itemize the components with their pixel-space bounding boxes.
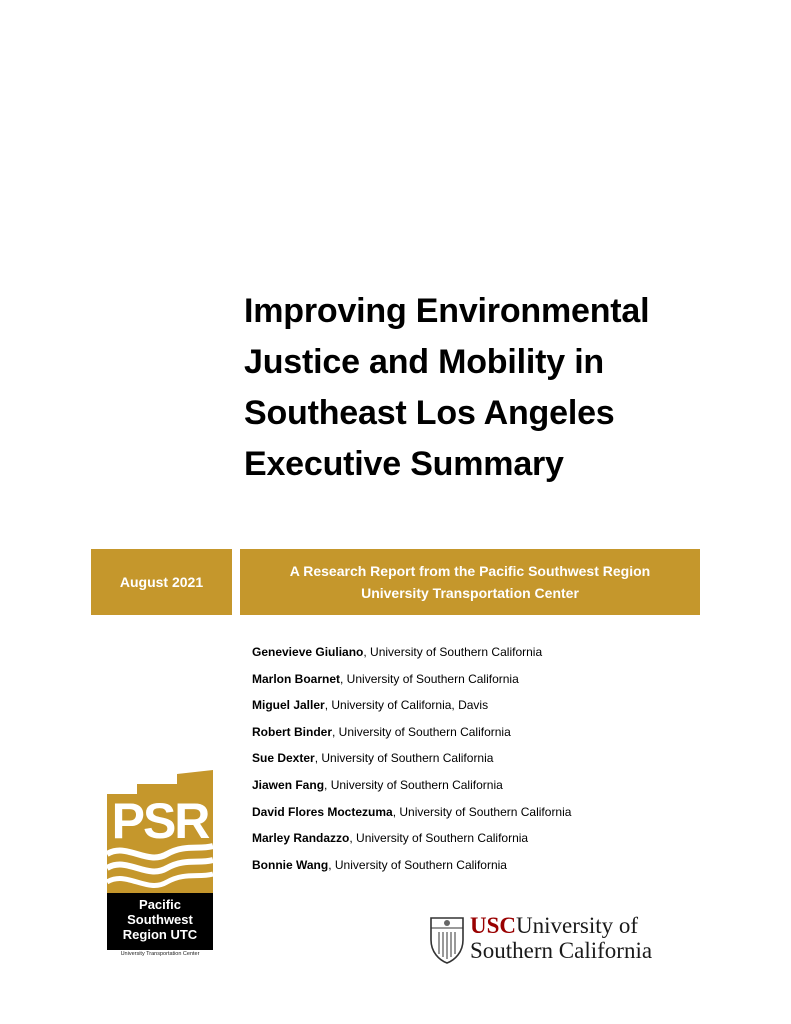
title-line-1: Improving Environmental [244, 292, 650, 330]
report-date: August 2021 [119, 574, 204, 590]
report-banner [240, 549, 700, 615]
title-line-3: Southeast Los Angeles [244, 394, 615, 432]
title-line-4: Executive Summary [244, 445, 564, 483]
author-affiliation: , University of Southern California [363, 645, 543, 659]
author-affiliation: , University of Southern California [324, 777, 503, 792]
author-affiliation: , University of Southern California [349, 831, 529, 846]
author-item [252, 723, 571, 750]
author-name: Sue Dexter [252, 751, 315, 766]
usc-line-1: University of [516, 913, 639, 938]
psr-logo [107, 770, 213, 960]
psr-line-2: Southwest [127, 912, 193, 927]
author-list [252, 643, 571, 882]
author-name: Bonnie Wang [252, 857, 329, 872]
author-item [252, 749, 571, 776]
psr-mark: PSR [111, 793, 209, 849]
usc-line-2: Southern California [470, 938, 653, 963]
author-name: Jiawen Fang [252, 777, 325, 792]
psr-emblem [107, 770, 213, 894]
psr-line-1: Pacific [139, 897, 181, 912]
usc-wordmark [470, 914, 652, 964]
psr-line-3: Region UTC [122, 927, 198, 942]
author-name: Robert Binder [252, 724, 333, 739]
author-name: Genevieve Giuliano [252, 645, 364, 659]
report-banner-line-1: A Research Report from the Pacific Southwest Region [289, 563, 651, 579]
author-name: Marlon Boarnet [252, 671, 341, 686]
author-name: Miguel Jaller [252, 698, 325, 713]
author-affiliation: , University of California, Davis [324, 698, 489, 713]
author-affiliation: , University of Southern California [340, 671, 519, 686]
author-affiliation: , University of Southern California [332, 724, 511, 739]
report-banner-line-2: University Transportation Center [361, 585, 579, 601]
author-name: David Flores Moctezuma [252, 804, 393, 819]
title-line-2: Justice and Mobility in [244, 343, 605, 381]
author-item [252, 829, 571, 856]
author-item [252, 670, 571, 697]
psr-name-block [107, 893, 213, 950]
date-banner [91, 549, 232, 615]
author-item [252, 643, 571, 670]
author-item [252, 696, 571, 723]
usc-seal-icon [428, 914, 466, 964]
author-item [252, 803, 571, 830]
author-item [252, 776, 571, 803]
author-affiliation: , University of Southern California [328, 857, 507, 872]
author-name: Marley Randazzo [252, 831, 350, 846]
document-title [244, 286, 714, 490]
author-affiliation: , University of Southern California [392, 804, 572, 819]
usc-logo [428, 914, 658, 966]
psr-caption: University Transportation Center [120, 951, 200, 957]
usc-abbr: USC [470, 913, 517, 938]
author-affiliation: , University of Southern California [314, 751, 494, 766]
author-item [252, 856, 571, 883]
